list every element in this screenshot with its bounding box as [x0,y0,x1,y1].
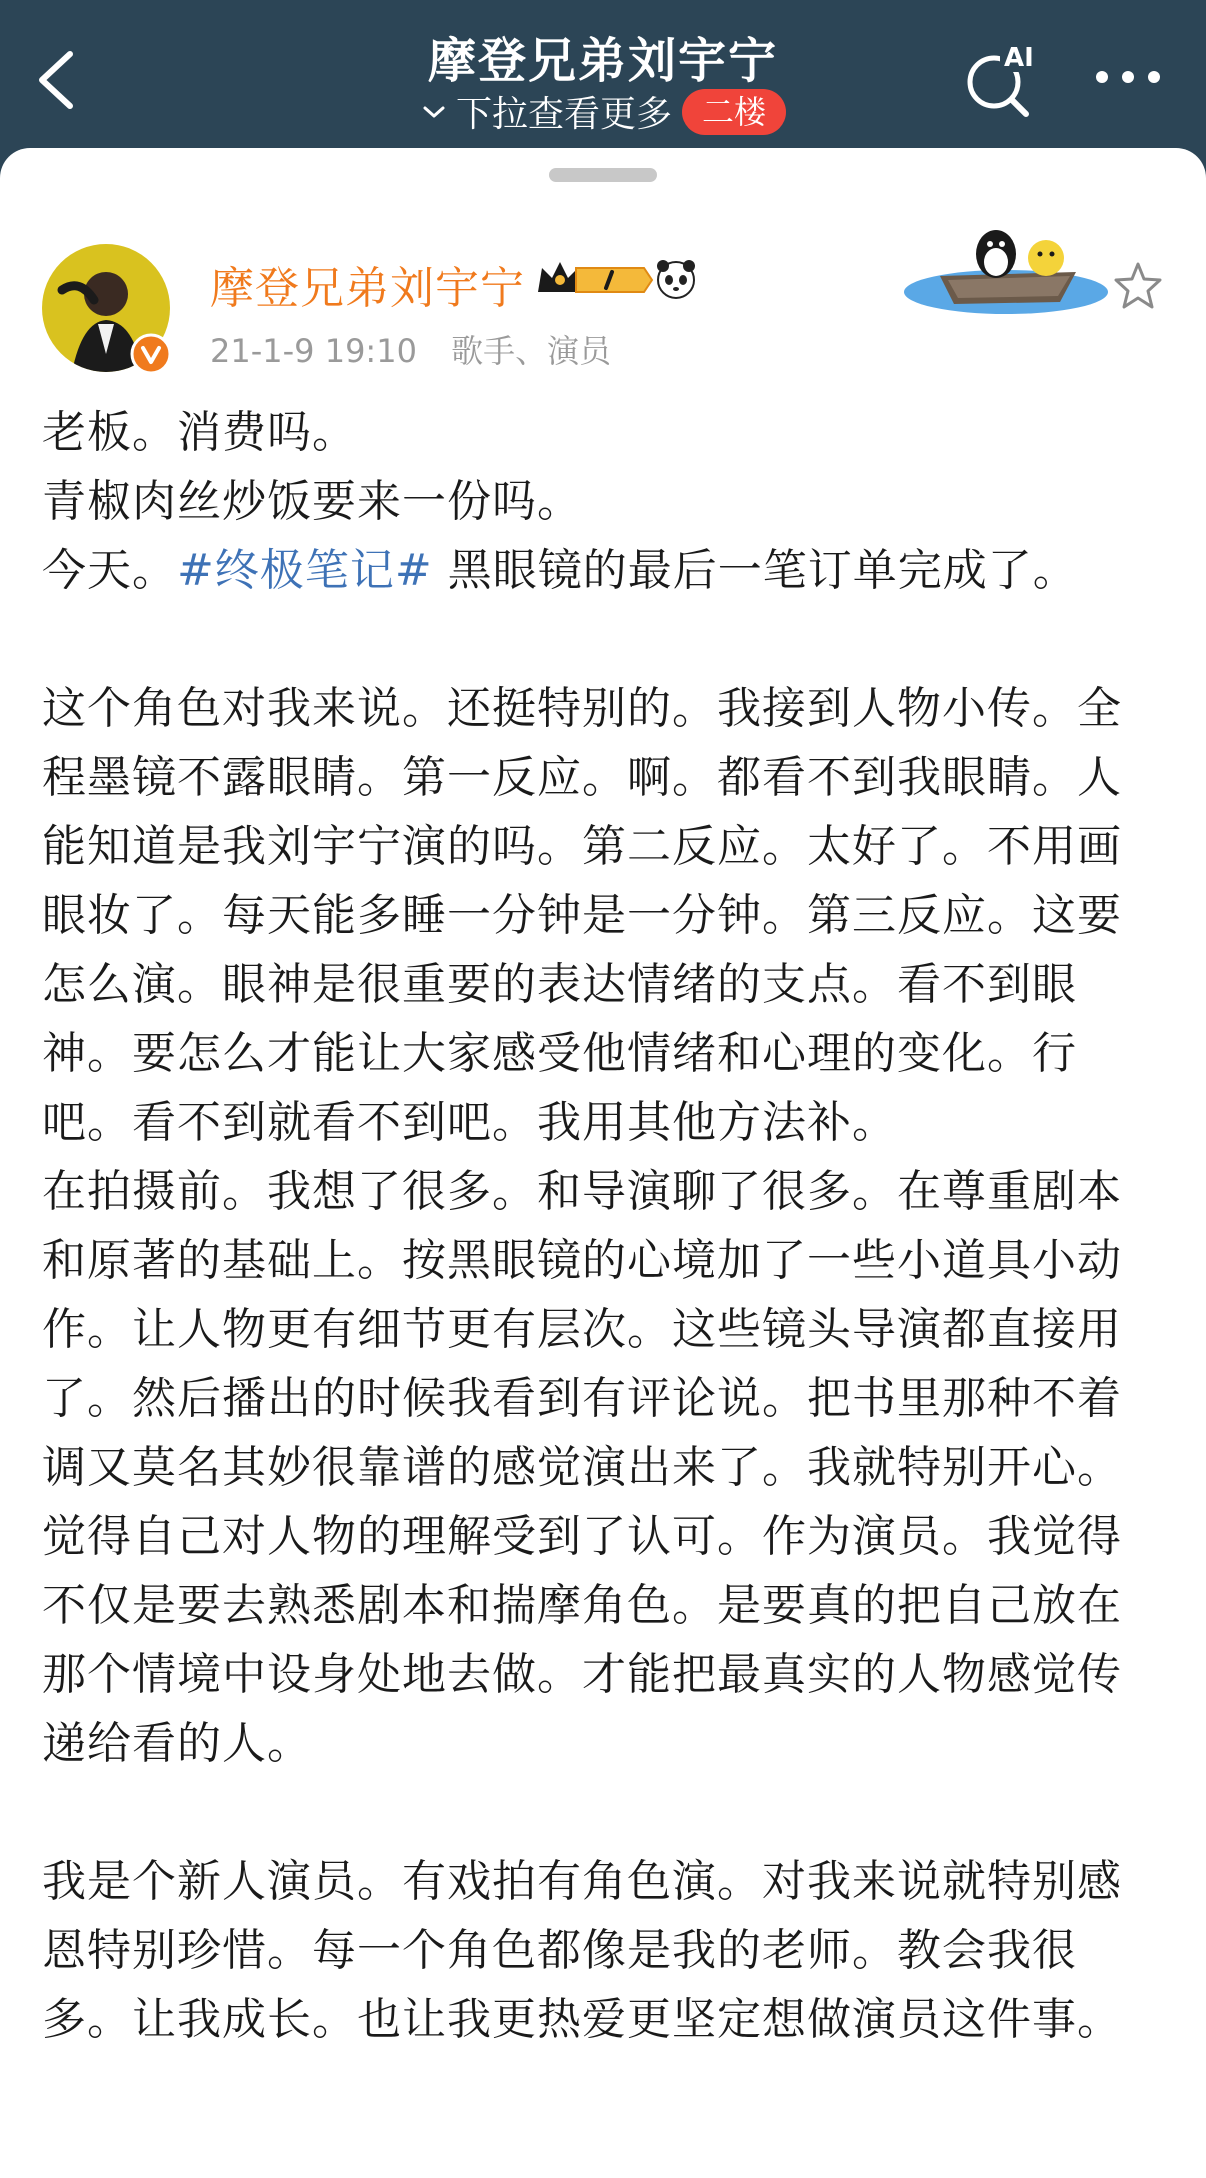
post-line-suffix: 黑眼镜的最后一笔订单完成了。 [432,545,1078,596]
post-meta [210,326,635,372]
chevron-down-icon [420,98,448,126]
ai-label: AI [1004,43,1034,73]
topic-link[interactable]: #终极笔记# [177,545,433,596]
post-line: 老板。消费吗。 [42,407,357,458]
user-badges[interactable] [536,256,706,304]
verified-badge-icon [130,333,172,375]
drag-handle[interactable] [549,168,657,182]
post-body [42,398,1166,2054]
post-line: 青椒肉丝炒饭要来一份吗。 [42,476,582,527]
boat-decoration-icon [896,192,1110,322]
post-paragraph: 我是个新人演员。有戏拍有角色演。对我来说就特别感恩特别珍惜。每一个角色都像是我的老师。教会我很多。让我成长。也让我更热爱更坚定想做演员这件事。 [42,1856,1122,2045]
post-date: 21-1-9 19:10 [210,332,417,370]
panda-icon [657,260,695,298]
paragraph-gap [42,605,1166,674]
post-paragraph: 在拍摄前。我想了很多。和导演聊了很多。在尊重剧本和原著的基础上。按黑眼镜的心境加了一些小道具小动作。让人物更有细节更有层次。这些镜头导演都直接用了。然后播出的时候我看到有评论说。把书里那种不着调又莫名其妙很靠谱的感觉演出来了。我就特别开心。觉得自己对人物的理解受到了认可。作为演员。我觉得不仅是要去熟悉剧本和揣摩角色。是要真的把自己放在那个情境中设身处地去做。才能把最真实的人物感觉传递给看的人。 [42,1166,1122,1769]
second-floor-badge[interactable]: 二楼 [682,89,786,135]
level-badge-icon [576,268,652,292]
author-name[interactable]: 摩登兄弟刘宇宁 [210,263,525,314]
post-paragraph: 这个角色对我来说。还挺特别的。我接到人物小传。全程墨镜不露眼睛。第一反应。啊。都看不到我眼睛。人能知道是我刘宇宁演的吗。第二反应。太好了。不用画眼妆了。每天能多睡一分钟是一分钟。第三反应。这要怎么演。眼神是很重要的表达情绪的支点。看不到眼神。要怎么才能让大家感受他情绪和心理的变化。行吧。看不到就看不到吧。我用其他方法补。 [42,683,1122,1148]
page-title: 摩登兄弟刘宇宁 [427,33,778,89]
author-tags: 歌手、演员 [451,332,612,370]
top-nav-bar [0,0,1206,150]
ai-search-icon[interactable] [960,38,1040,118]
post-line [42,536,1166,605]
more-options-icon[interactable] [1092,62,1164,92]
favorite-star-icon[interactable] [1112,260,1164,312]
post-card [0,148,1206,2178]
paragraph-gap [42,1778,1166,1847]
post-line-prefix: 今天。 [42,545,177,596]
pull-down-label: 下拉查看更多 [455,94,672,135]
